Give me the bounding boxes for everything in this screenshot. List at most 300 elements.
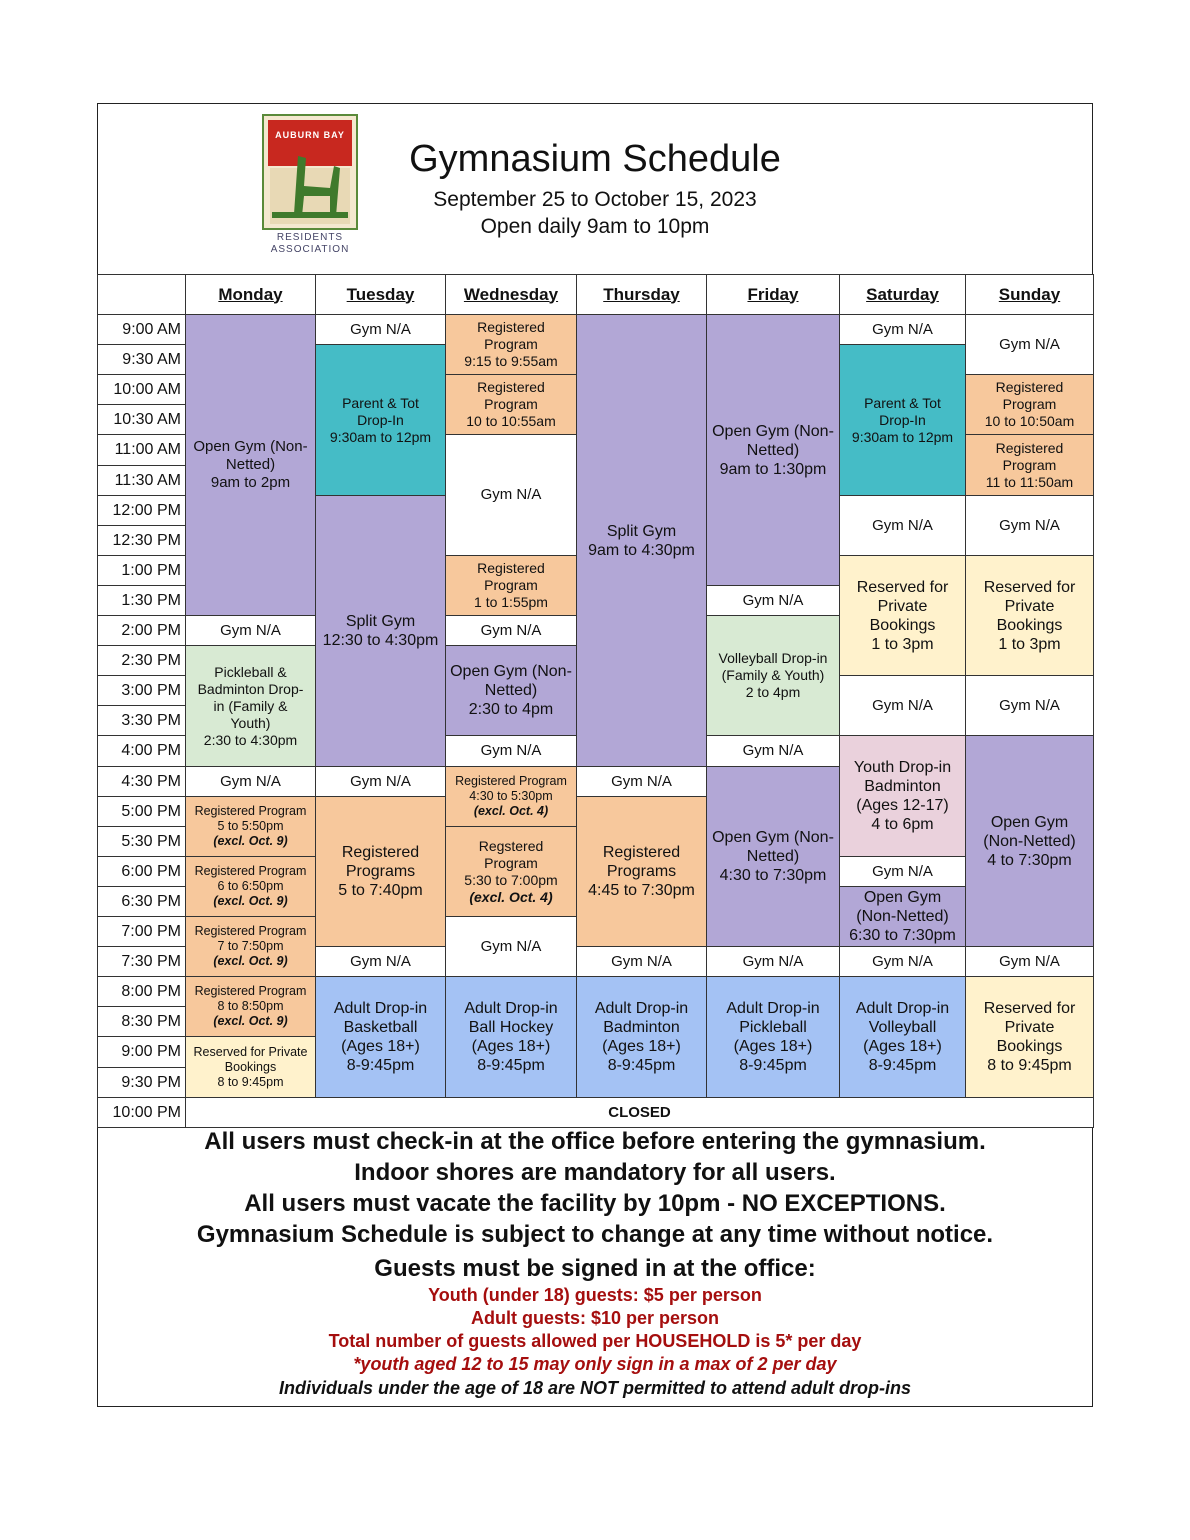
block-text [872,863,933,881]
block-line: Ball Hockey [468,1019,554,1036]
block-line: (Non-Netted) [856,908,949,925]
rule-shoes: Indoor shores are mandatory for all users. [354,1159,836,1186]
block-line: Gym N/A [872,696,933,714]
block-text [712,828,834,885]
schedule-block [445,735,577,767]
block-line: Open Gym (Non- [712,829,834,846]
block-text [350,773,411,791]
block-line: 2:30 to 4:30pm [203,731,298,748]
block-text [986,440,1073,491]
block-text [481,486,542,504]
block-line: Program [484,396,538,412]
schedule-block [576,314,707,767]
block-line: Private [877,597,928,615]
schedule-block [185,976,316,1037]
fee-adult: Adult guests: $10 per person [470,1308,720,1328]
time-label: 5:00 PM [97,796,186,827]
block-line: (Ages 12-17) [856,797,949,814]
block-text [195,924,307,969]
block-line: Gym N/A [220,621,281,639]
day-header: Thursday [576,274,707,315]
block-line: 9:30am to 12pm [329,428,432,445]
block-text [466,379,556,430]
schedule-block [839,735,966,857]
block-line: Registered [477,379,545,395]
block-line: (Ages 18+) [602,1038,681,1055]
block-line: Gym N/A [742,952,804,970]
time-label: 9:00 PM [97,1036,186,1068]
block-line: (Non-Netted) [983,832,1076,850]
block-line: Registered [341,844,420,861]
block-text [854,758,951,834]
block-line: 5 to 5:50pm [217,819,284,833]
block-line: Drop-In [879,411,926,428]
logo-caption-line2: ASSOCIATION [270,244,350,255]
block-text [849,888,956,945]
time-label: 9:30 AM [97,344,186,375]
block-line: 8-9:45pm [477,1057,545,1074]
schedule-block [839,555,966,676]
schedule-block [576,766,707,797]
schedule-block [965,495,1094,556]
time-label: 4:00 PM [97,735,186,767]
block-text [481,742,542,760]
time-label: 9:30 PM [97,1067,186,1098]
block-line: Programs [345,863,416,880]
schedule-block [445,826,577,917]
schedule-block [445,916,577,977]
block-text [481,622,542,640]
block-line: Gym N/A [999,952,1060,970]
block-line: Netted) [225,456,276,473]
guest-limit: Total number of guests allowed per HOUSEHOLD is 5* per day [328,1331,862,1351]
schedule-block [445,615,577,646]
schedule-block [965,946,1094,977]
day-header: Wednesday [445,274,577,315]
block-line: 9am to 4:30pm [588,541,695,559]
block-line: 7 to 7:50pm [217,939,284,953]
day-header: Friday [706,274,840,315]
time-label: 2:00 PM [97,615,186,646]
schedule-block [445,555,577,616]
block-line: Badminton Drop- [197,680,304,697]
block-line: 12:30 to 4:30pm [322,632,439,649]
block-line: Adult Drop-in [464,1000,558,1017]
block-line: Program [484,577,538,593]
block-line: Registered [602,844,681,861]
block-line: Open Gym [863,889,942,906]
block-text [350,953,411,971]
page-title: Gymnasium Schedule [409,138,781,180]
block-text [450,662,572,719]
schedule-block [315,796,446,947]
block-line: 8-9:45pm [346,1057,415,1074]
block-text [455,774,567,819]
schedule-block [315,766,446,797]
block-line: in (Family & [213,697,288,714]
block-text [350,321,411,339]
association-logo [262,114,358,258]
schedule-block [706,946,840,977]
schedule-block [185,766,316,797]
block-line: (Family & Youth) [721,667,825,683]
block-line: Adult Drop-in [594,1000,689,1017]
time-label: 11:00 AM [97,434,186,466]
block-text [999,336,1060,354]
block-line: Gym N/A [480,486,542,503]
schedule-block [185,1036,316,1098]
block-line: Registered Program [194,864,307,878]
time-label: 10:30 AM [97,404,186,435]
block-line: Gym N/A [872,516,933,534]
schedule-block [576,976,707,1098]
schedule-block [965,434,1094,496]
rule-guests: Guests must be signed in at the office: [374,1255,816,1282]
schedule-block [445,766,577,827]
block-text [611,773,672,791]
block-line: Gym N/A [350,320,411,338]
schedule-block [445,314,577,375]
block-line: 9:30am to 12pm [851,428,954,445]
block-line: Gym N/A [220,772,281,790]
block-line: Adult Drop-in [333,1000,428,1017]
block-line: (Ages 18+) [733,1038,813,1055]
block-line: Open Gym (Non- [712,422,834,440]
block-line: 1 to 3pm [871,635,934,653]
schedule-block [185,916,316,977]
block-text [323,612,439,650]
block-text [464,999,557,1075]
schedule-block [185,796,316,857]
block-line: 6 to 6:50pm [217,879,284,893]
block-line: 5:30 to 7:00pm [464,871,558,888]
block-line: Gym N/A [999,696,1060,714]
block-text [464,838,557,906]
block-line: Bookings [996,616,1063,634]
schedule-block [185,645,316,767]
schedule-block [185,856,316,917]
schedule-block [965,976,1094,1098]
schedule-block [839,344,966,496]
schedule-block [839,946,966,977]
block-text [611,953,672,971]
block-line: Drop-In [357,411,404,428]
block-text [999,953,1060,971]
block-line: Gym N/A [872,862,933,880]
block-text [338,843,423,900]
block-line: Basketball [343,1019,418,1036]
time-label: 10:00 AM [97,374,186,405]
block-line: Program [484,854,538,871]
schedule-block [965,314,1094,375]
schedule-block [965,555,1094,676]
block-line: Volleyball [868,1019,937,1036]
time-label: 1:30 PM [97,585,186,616]
block-line: Reserved for [983,578,1076,596]
block-line: Private [1004,597,1055,615]
time-label: 6:30 PM [97,886,186,917]
time-label: 6:00 PM [97,856,186,887]
rule-change-notice: Gymnasium Schedule is subject to change at any time without notice. [196,1221,994,1248]
rule-checkin: All users must check-in at the office before entering the gymnasium. [204,1128,986,1155]
block-text [872,517,933,535]
block-line: Volleyball Drop-in [718,650,828,666]
block-line: 4 to 6pm [871,816,934,833]
block-text [194,1045,308,1090]
fee-youth: Youth (under 18) guests: $5 per person [428,1285,762,1305]
day-header: Monday [185,274,316,315]
block-text [872,953,933,971]
block-line: 8-9:45pm [607,1057,676,1074]
block-line: 8-9:45pm [868,1057,937,1074]
block-line: Open Gym (Non- [450,663,572,680]
time-label: 7:30 PM [97,946,186,977]
day-header: Sunday [965,274,1094,315]
block-text [588,843,695,900]
schedule-block [839,314,966,345]
block-line: Split Gym [606,522,677,540]
block-line: Registered Program [455,774,567,788]
block-text [999,517,1060,535]
block-text [220,622,281,640]
schedule-block [315,495,446,767]
block-line: 5 to 7:40pm [338,882,423,899]
schedule-block [185,314,316,616]
block-line: Registered [995,379,1064,395]
block-text [983,813,1075,870]
block-text [743,953,804,971]
block-line: 9am to 1:30pm [719,460,827,478]
block-text [464,319,557,370]
block-text [743,592,804,610]
schedule-block [445,645,577,736]
block-line: 10 to 10:50am [984,413,1075,429]
schedule-block [839,495,966,556]
block-line: 10 to 10:55am [466,413,556,429]
time-label: 12:30 PM [97,525,186,556]
block-line: Adult Drop-in [726,1000,820,1017]
block-line: 8 to 9:45pm [987,1057,1072,1074]
block-text [588,522,695,560]
block-line: Gym N/A [350,952,411,970]
block-line: 9:15 to 9:55am [464,353,558,369]
schedule-block [839,856,966,887]
block-text [872,697,933,715]
schedule-block [445,374,577,435]
block-text [856,999,949,1075]
schedule-block [315,976,446,1098]
schedule-block [839,976,966,1098]
open-hours: Open daily 9am to 10pm [480,215,710,238]
block-line: Gym N/A [611,772,672,790]
schedule-block [445,976,577,1098]
block-line: Registered Program [194,984,307,998]
block-line: Pickleball & [214,663,287,680]
schedule-block [315,314,446,345]
block-line: (Ages 18+) [863,1038,942,1055]
block-text [852,395,953,446]
block-line: Gym N/A [872,320,933,338]
block-line: Program [1002,396,1057,412]
schedule-block [576,796,707,947]
block-line: 8 to 8:50pm [217,999,284,1013]
block-text [595,999,688,1075]
block-line: Registered [995,439,1064,456]
block-line: 4:45 to 7:30pm [588,882,695,899]
block-line: Registered [477,560,545,576]
block-line: Gym N/A [999,335,1060,353]
block-line: Reserved for [856,578,949,596]
time-label: 8:30 PM [97,1006,186,1037]
block-text [712,422,834,479]
schedule-block [576,946,707,977]
block-text [719,650,828,701]
logo-caption-line1: RESIDENTS [276,232,344,243]
time-label: 4:30 PM [97,766,186,797]
time-label: 10:00 PM [97,1097,186,1128]
block-text [743,742,804,760]
schedule-block [445,434,577,556]
block-line: 4 to 7:30pm [987,851,1072,869]
block-text [984,999,1076,1075]
block-text [474,560,548,611]
time-label: 5:30 PM [97,826,186,857]
page-subtitle [370,186,820,240]
block-line: Gym N/A [480,742,542,759]
block-line: Gym N/A [480,937,542,955]
block-line: Gym N/A [999,516,1060,534]
schedule-block [315,344,446,496]
block-line: Badminton [603,1019,680,1036]
block-text [872,321,933,339]
block-text [481,938,542,956]
block-text [198,664,304,749]
block-note: (excl. Oct. 9) [213,894,288,908]
schedule-block [965,735,1094,947]
block-line: 6:30 to 7:30pm [849,927,956,944]
schedule-block [839,886,966,947]
block-line: Pickleball [739,1019,807,1036]
block-line: Reserved for Private [193,1044,308,1059]
header-corner [97,274,186,315]
block-note: (excl. Oct. 4) [473,804,549,818]
block-line: (Ages 18+) [341,1038,420,1055]
block-text [984,578,1076,654]
block-line: Open Gym [990,813,1069,831]
block-text [220,773,281,791]
block-line: 9am to 2pm [210,474,291,491]
schedule-block [185,615,316,646]
schedule-block [706,314,840,586]
schedule-block [706,585,840,616]
block-text [193,438,307,492]
time-label: 3:30 PM [97,705,186,736]
block-line: 8 to 9:45pm [217,1074,284,1089]
block-line: Badminton [864,778,941,795]
time-label: 8:00 PM [97,976,186,1007]
youth-guest-note: *youth aged 12 to 15 may only sign in a max of 2 per day [353,1354,837,1374]
block-line: 2:30 to 4pm [468,701,554,718]
schedule-block [706,735,840,767]
block-line: Program [484,336,538,352]
block-line: 2 to 4pm [745,684,801,700]
schedule-block [706,976,840,1098]
adult-dropin-note: Individuals under the age of 18 are NOT permitted to attend adult drop-ins [278,1378,912,1398]
rules-section [98,1126,1092,1401]
block-text [334,999,427,1075]
adirondack-chair-icon [264,116,356,228]
block-line: Netted) [484,682,538,699]
block-line: Gym N/A [480,621,542,639]
block-line: Open Gym (Non- [193,438,308,455]
block-note: (excl. Oct. 9) [213,1014,288,1028]
block-line: Regstered [478,837,544,854]
block-line: Youth) [230,714,271,731]
time-label: 7:00 PM [97,916,186,947]
block-line: 4:30 to 5:30pm [469,789,553,803]
block-text [999,697,1060,715]
time-label: 1:00 PM [97,555,186,586]
schedule-block [706,766,840,947]
block-line: Registered [477,319,545,335]
schedule-block [706,615,840,736]
logo-emblem [262,114,358,230]
block-line: Registered Program [194,924,307,938]
block-line: 1 to 3pm [998,635,1061,653]
block-line: 4:30 to 7:30pm [719,867,827,884]
block-line: Bookings [869,616,936,634]
block-line: Gym N/A [611,952,672,970]
block-note: (excl. Oct. 4) [469,888,553,905]
block-line: Program [1002,456,1057,473]
logo-banner: AUBURN BAY [268,120,352,166]
block-line: Private [1004,1019,1055,1036]
block-line: 1 to 1:55pm [474,594,548,610]
closed-row: CLOSED [185,1097,1094,1128]
block-line: Youth Drop-in [853,759,952,776]
block-line: Programs [606,863,677,880]
block-text [195,864,307,909]
schedule-block [965,374,1094,435]
time-label: 12:00 PM [97,495,186,526]
block-line: Bookings [996,1038,1063,1055]
time-label: 2:30 PM [97,645,186,676]
block-text [857,578,949,654]
block-note: (excl. Oct. 9) [213,954,288,968]
block-line: Split Gym [345,613,416,630]
day-header: Saturday [839,274,966,315]
schedule-block [315,946,446,977]
date-range: September 25 to October 15, 2023 [433,188,757,211]
block-line: 8-9:45pm [739,1057,807,1074]
block-line: Parent & Tot [864,394,941,411]
schedule-block [965,675,1094,736]
block-text [195,984,307,1029]
block-line: 11 to 11:50am [985,473,1074,490]
time-label: 3:00 PM [97,675,186,706]
block-line: Adult Drop-in [855,1000,950,1017]
block-line: Gym N/A [872,952,933,970]
block-text [195,804,307,849]
block-line: Registered Program [194,804,307,818]
block-line: Reserved for [983,1000,1076,1017]
block-line: Netted) [746,441,800,459]
block-line: Bookings [224,1059,277,1074]
day-header: Tuesday [315,274,446,315]
rule-vacate: All users must vacate the facility by 10pm - NO EXCEPTIONS. [244,1190,946,1217]
block-line: Gym N/A [742,591,804,609]
block-line: Gym N/A [350,772,411,790]
